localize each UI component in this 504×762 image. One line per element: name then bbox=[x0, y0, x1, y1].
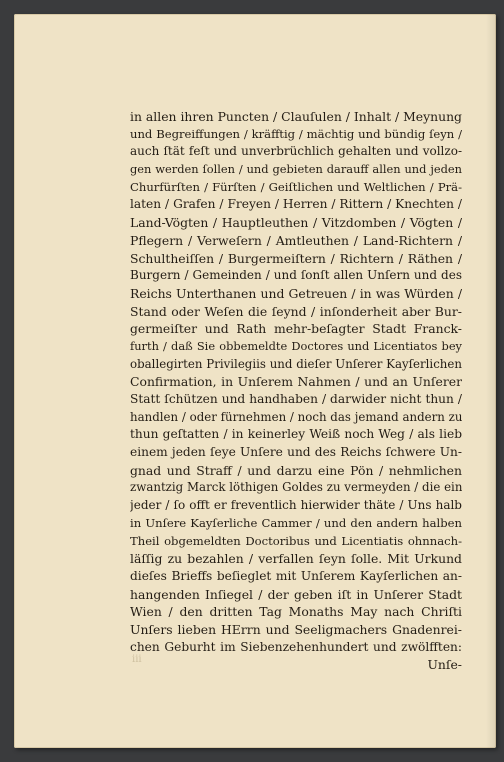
text-line: oballegirten Privilegiis und dieſer Unſerer Kayſerlichen bbox=[130, 356, 462, 371]
text-line: Statt ſchützen und handhaben / darwider nicht thun / bbox=[130, 392, 462, 406]
text-line: gnad und Straff / und darzu eine Pön / nehmlichen bbox=[130, 462, 462, 478]
text-line: handlen / oder fürnehmen / noch das jemand andern zu bbox=[130, 409, 462, 424]
text-line: Schultheiſſen / Burgermeiſtern / Richtern / Räthen / bbox=[130, 250, 462, 266]
text-line: hangenden Inſiegel / der geben iſt in Unſerer Stadt bbox=[130, 586, 462, 602]
text-line: dieſes Brieffs beſieglet mit Unſerem Kayſerlichen an- bbox=[130, 568, 462, 583]
text-line: Unſe- bbox=[427, 657, 462, 673]
text-line: Burgern / Gemeinden / und ſonſt allen Unſern und des bbox=[130, 268, 462, 283]
text-line: Reichs Unterthanen und Getreuen / in was Würden / bbox=[130, 285, 462, 301]
text-line: läſſig zu bezahlen / verfallen ſeyn ſolle. Mit Urkund bbox=[130, 551, 462, 567]
text-line: Confirmation, in Unſerem Nahmen / und an Unſerer bbox=[130, 374, 462, 390]
text-line: thun geſtatten / in keinerley Weiß noch Weg / als lieb bbox=[130, 427, 462, 442]
signature-mark: iii bbox=[132, 654, 142, 665]
text-line: Land-Vögten / Hauptleuthen / Vitzdomben / Vögten / bbox=[130, 215, 462, 231]
text-line: chen Geburht im Siebenzehenhundert und zwölfften: bbox=[130, 639, 462, 654]
text-line: Stand oder Weſen die ſeynd / inſonderheit aber Bur- bbox=[130, 303, 462, 319]
body-text bbox=[130, 108, 462, 674]
text-line: Unſers lieben HErrn und Seeligmachers Gnadenrei- bbox=[130, 621, 462, 637]
text-line: in allen ihren Puncten / Clauſulen / Inhalt / Meynung bbox=[130, 109, 462, 124]
text-line: einem jeden ſeye Unſere und des Reichs ſchwere Un- bbox=[130, 445, 462, 460]
text-line: gen werden ſollen / und gebieten darauff allen und jeden bbox=[130, 162, 462, 177]
text-line: Theil obgemeldten Doctoribus und Licentiatis ohnnach- bbox=[130, 533, 462, 548]
document-page bbox=[14, 14, 496, 748]
text-line: Wien / den dritten Tag Monaths May nach Chriſti bbox=[130, 604, 462, 620]
text-line: und Begreiffungen / kräfftig / mächtig und bündig ſeyn / bbox=[130, 126, 462, 141]
text-line: germeiſter und Rath mehr-beſagter Stadt Franck- bbox=[130, 321, 462, 337]
text-line: laten / Grafen / Freyen / Herren / Rittern / Knechten / bbox=[130, 197, 462, 212]
text-line: furth / daß Sie obbemeldte Doctores und Licentiatos bey bbox=[130, 338, 462, 353]
text-line: Churfürſten / Fürſten / Geiſtlichen und Weltlichen / Prä- bbox=[130, 179, 462, 194]
text-line: auch ſtät feſt und unverbrüchlich gehalten und vollzo- bbox=[130, 144, 462, 159]
text-line: in Unſere Kayſerliche Cammer / und den andern halben bbox=[130, 515, 462, 530]
text-line: jeder / ſo offt er freventlich hierwider thäte / Uns halb bbox=[130, 498, 462, 513]
text-line: Pflegern / Verweſern / Amtleuthen / Land-Richtern / bbox=[130, 232, 462, 248]
text-line: zwantzig Marck löthigen Goldes zu vermeyden / die ein bbox=[130, 480, 462, 495]
